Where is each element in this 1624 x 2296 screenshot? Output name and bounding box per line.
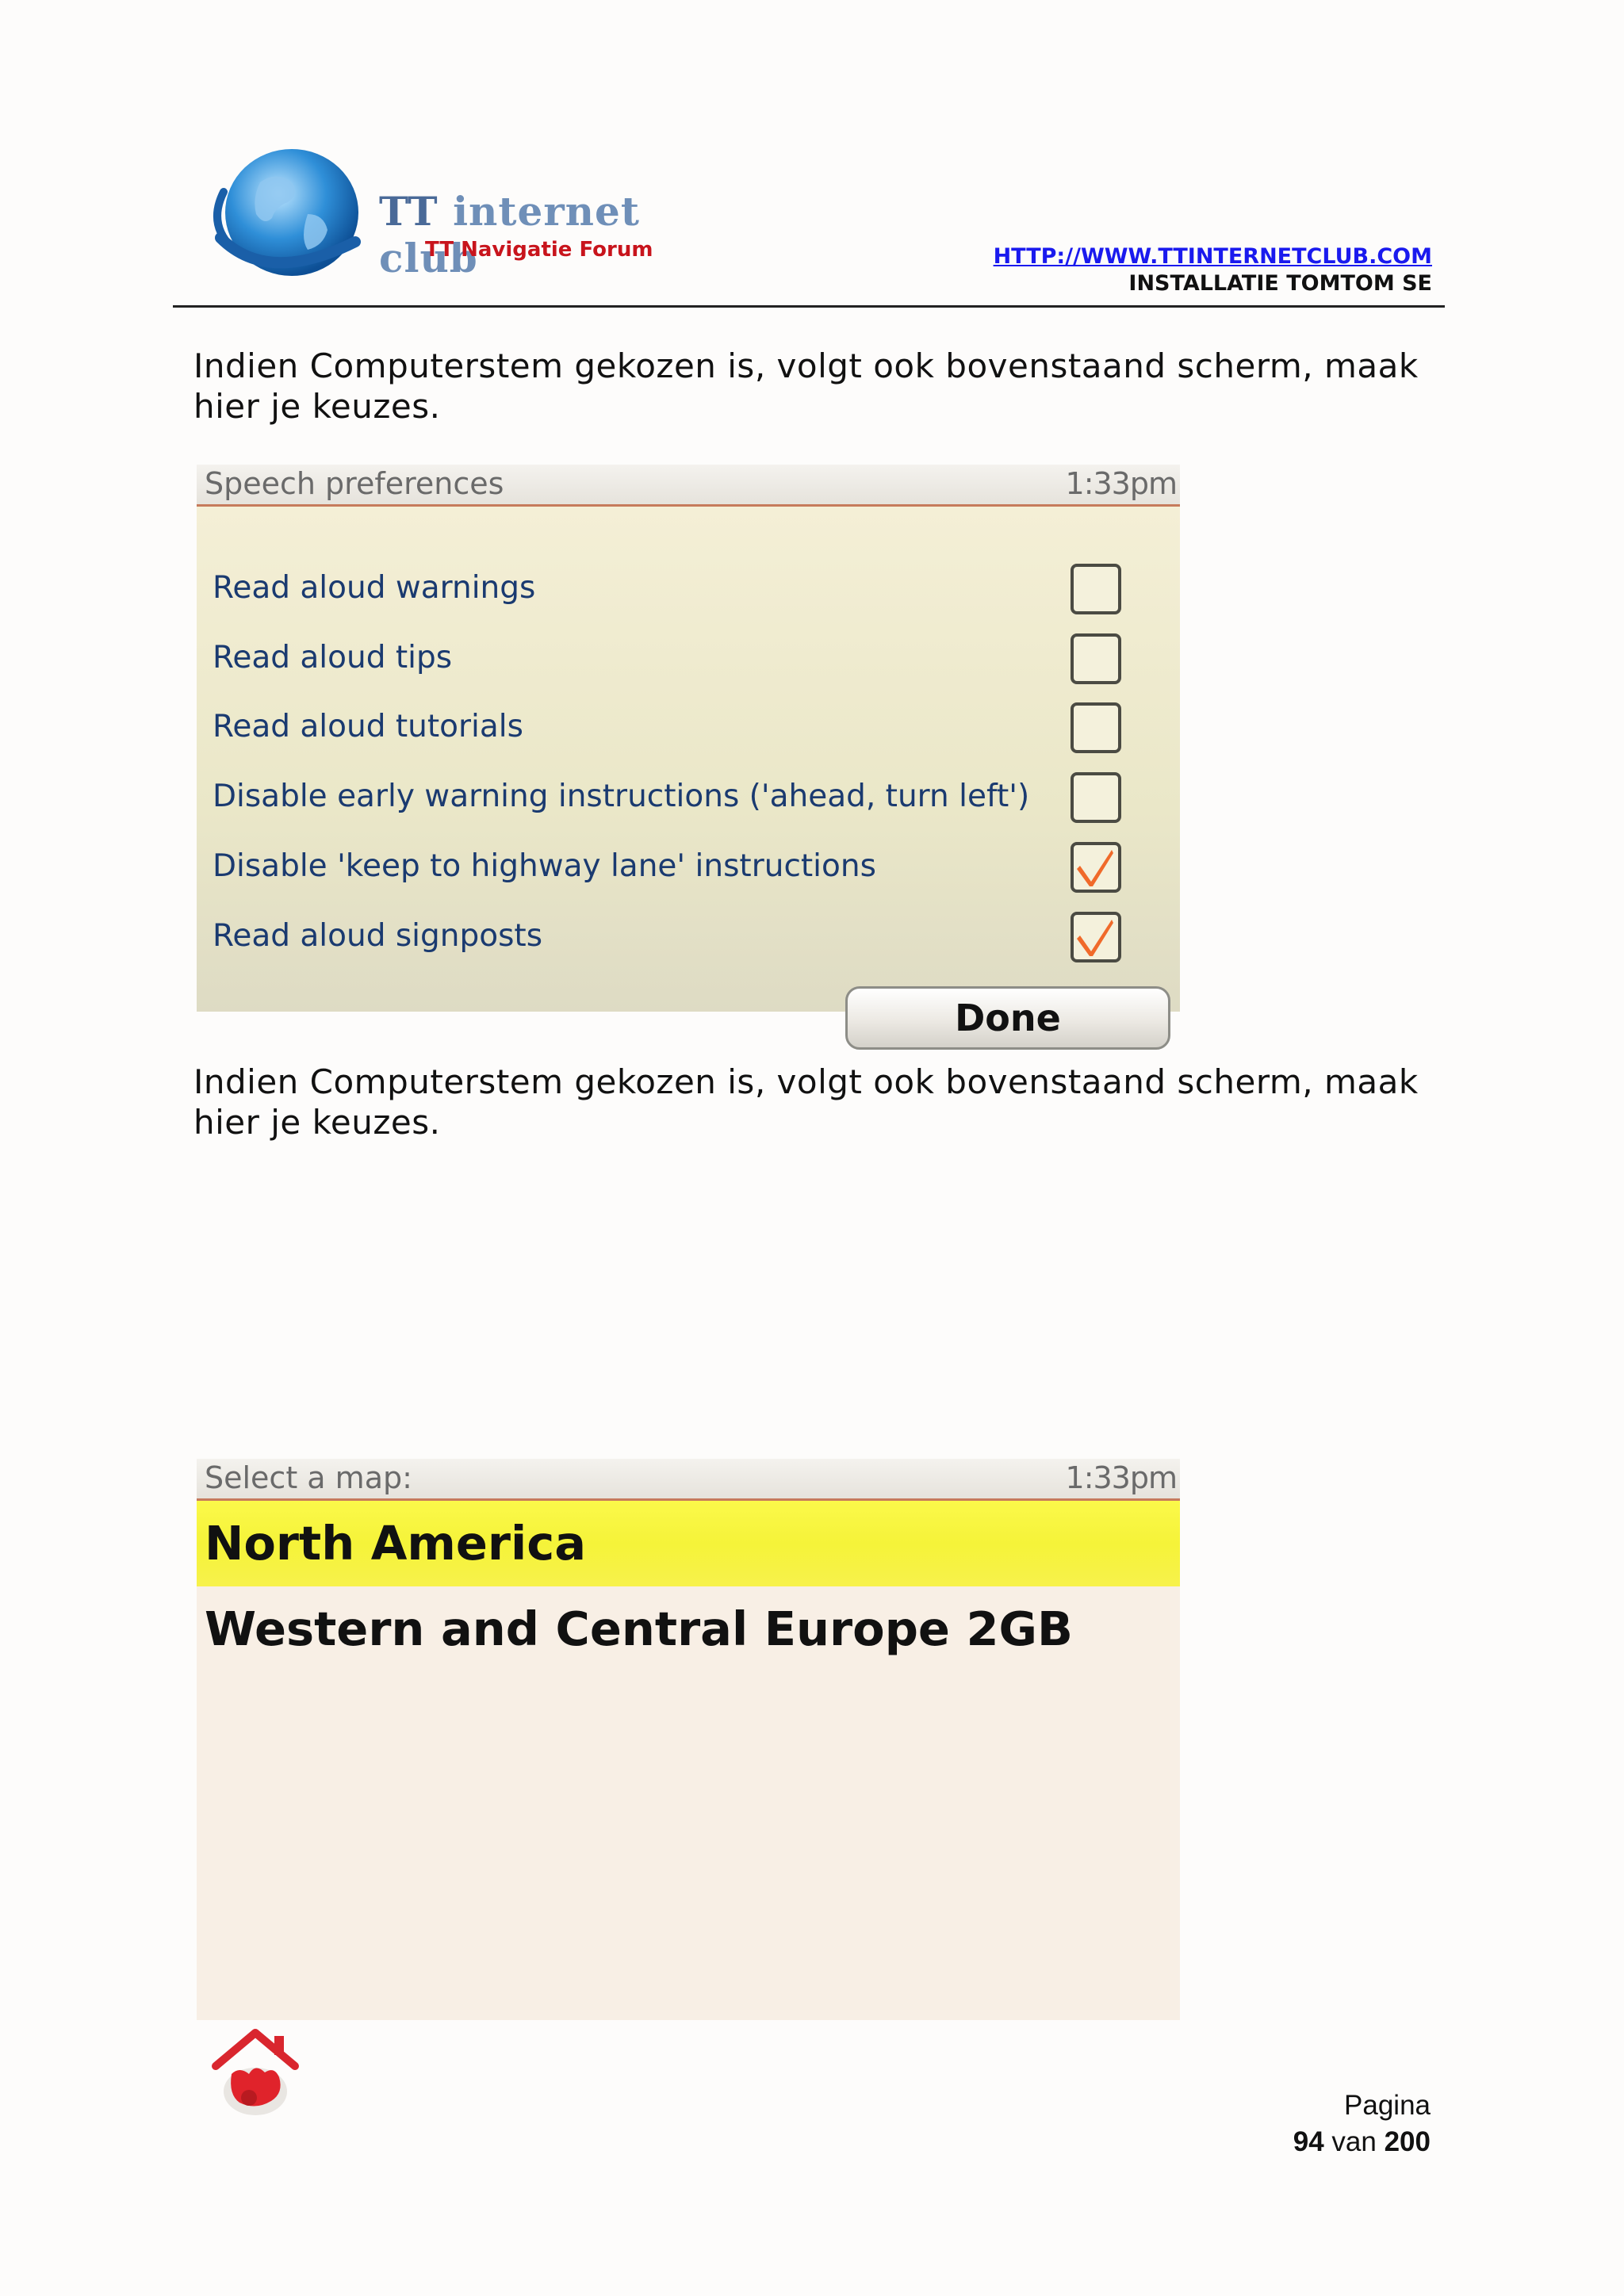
map-item-western-central-europe[interactable]: Western and Central Europe 2GB [205, 1601, 1073, 1656]
checkbox-disable-keep-to-lane[interactable] [1071, 842, 1121, 893]
screen-title: Select a map: [205, 1460, 412, 1495]
screen-title: Speech preferences [205, 466, 504, 501]
checkmark-icon [1074, 845, 1118, 890]
document-title: INSTALLATIE TOMTOM SE [1128, 271, 1432, 296]
map-item-north-america[interactable]: North America [197, 1501, 1180, 1586]
speech-preferences-screen [197, 465, 1180, 1039]
checkbox-disable-early-warning[interactable] [1071, 772, 1121, 823]
option-read-aloud-warnings[interactable]: Read aloud warnings [213, 570, 536, 606]
option-disable-keep-to-lane[interactable]: Disable 'keep to highway lane' instructions [213, 848, 876, 884]
page-label: Pagina [1344, 2090, 1431, 2121]
instruction-paragraph: Indien Computerstem gekozen is, volgt ook bovenstaand scherm, maak hier je keuzes. [193, 346, 1419, 426]
clock: 1:33pm [1065, 466, 1177, 501]
option-read-aloud-tutorials[interactable]: Read aloud tutorials [213, 709, 523, 744]
clock: 1:33pm [1065, 1460, 1177, 1495]
option-read-aloud-tips[interactable]: Read aloud tips [213, 640, 453, 675]
checkmark-icon [1074, 915, 1118, 959]
screen-title-bar [197, 465, 1180, 507]
done-button[interactable]: Done [845, 986, 1170, 1050]
checkbox-read-aloud-tips[interactable] [1071, 633, 1121, 684]
header-divider [173, 305, 1445, 308]
options-list [197, 507, 1180, 1039]
map-list [197, 1501, 1180, 2020]
checkbox-read-aloud-tutorials[interactable] [1071, 702, 1121, 753]
checkbox-read-aloud-warnings[interactable] [1071, 564, 1121, 614]
home-icon[interactable] [208, 2025, 303, 2120]
brand-subtitle: TT Navigatie Forum [425, 238, 653, 262]
select-map-screen [197, 1459, 1180, 2020]
page-number: 94 van 200 [1293, 2126, 1431, 2157]
screen-title-bar [197, 1459, 1180, 1501]
option-disable-early-warning[interactable]: Disable early warning instructions ('ahead, turn left') [213, 779, 1030, 814]
brand-title: TT internet club [379, 188, 640, 281]
site-link[interactable]: HTTP://WWW.TTINTERNETCLUB.COM [993, 244, 1432, 269]
site-logo [213, 136, 688, 287]
instruction-paragraph: Indien Computerstem gekozen is, volgt ook bovenstaand scherm, maak hier je keuzes. [193, 1062, 1419, 1142]
option-read-aloud-signposts[interactable]: Read aloud signposts [213, 918, 543, 954]
globe-logo-icon [213, 143, 371, 279]
checkbox-read-aloud-signposts[interactable] [1071, 912, 1121, 962]
